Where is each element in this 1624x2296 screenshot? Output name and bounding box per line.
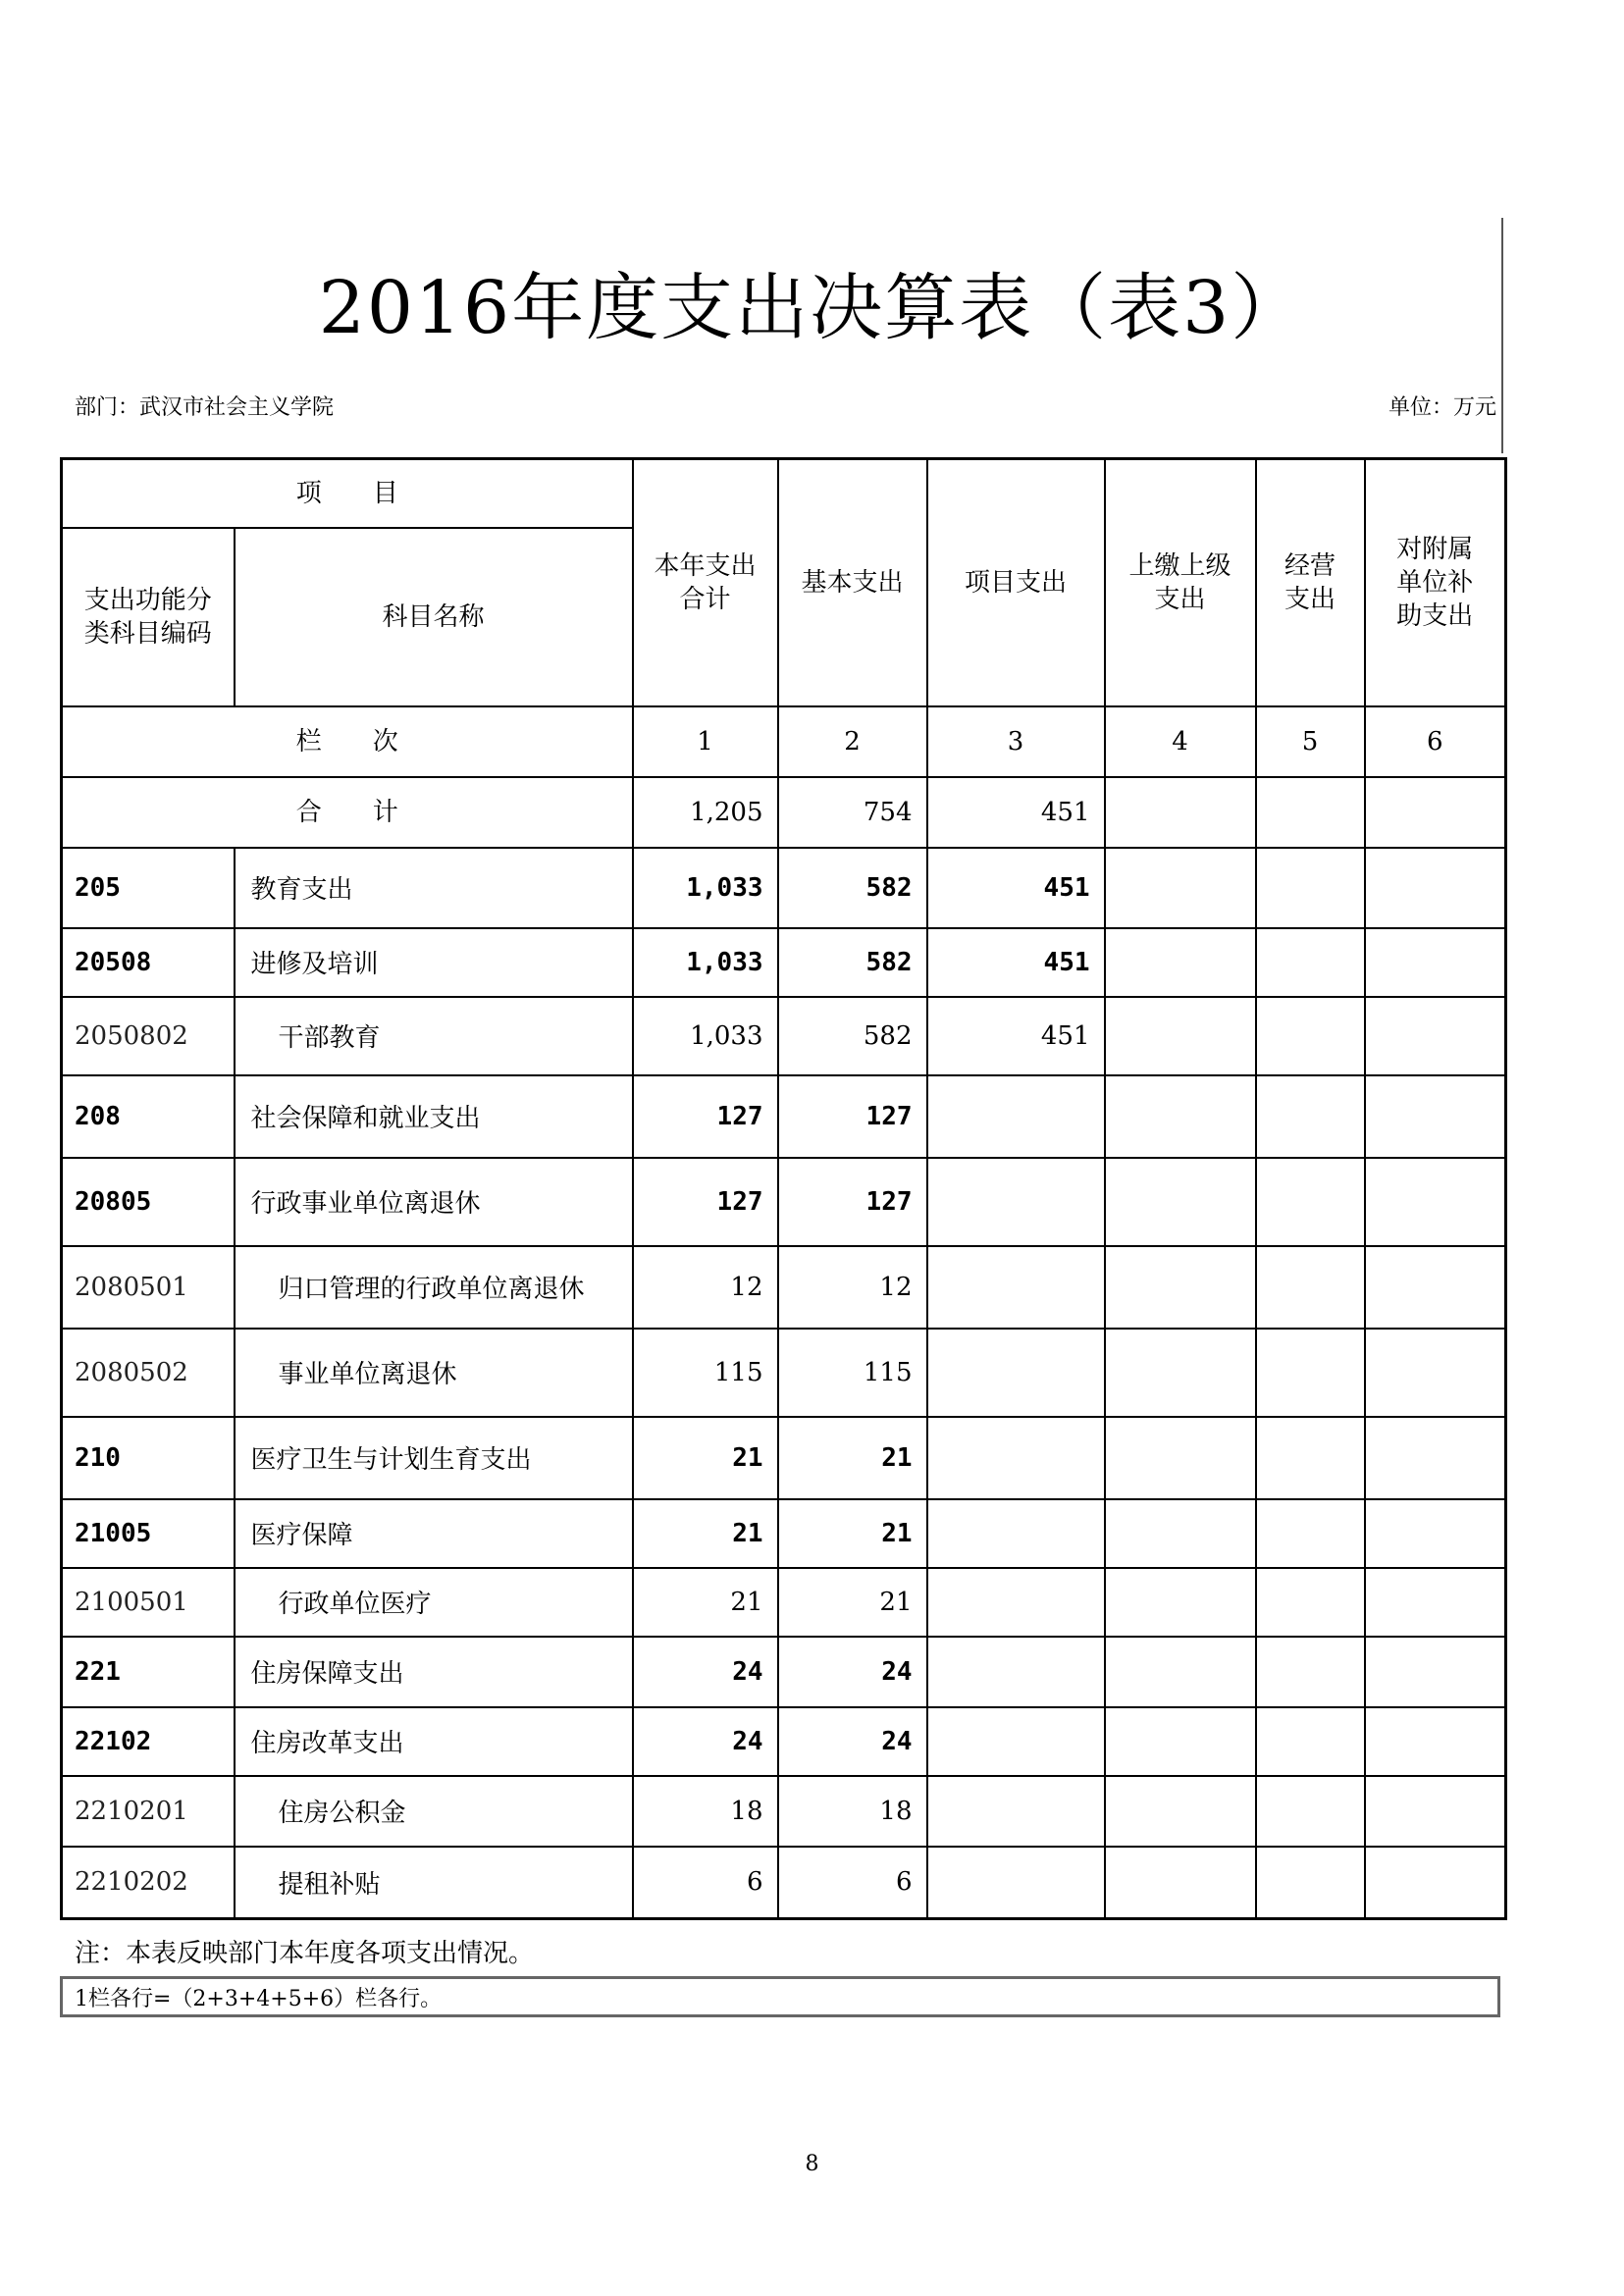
row-remit: [1105, 1075, 1256, 1158]
row-operating: [1256, 1637, 1365, 1707]
row-code: 221: [62, 1637, 235, 1707]
column-number-6: 6: [1365, 706, 1506, 777]
row-name: 行政单位医疗: [235, 1568, 633, 1637]
row-basic: 24: [778, 1707, 927, 1776]
row-remit: [1105, 1568, 1256, 1637]
row-operating: [1256, 1075, 1365, 1158]
table-row: [62, 997, 1506, 1075]
row-name: 住房改革支出: [235, 1707, 633, 1776]
page-number: 8: [805, 2152, 819, 2176]
row-name: 医疗卫生与计划生育支出: [235, 1417, 633, 1499]
column-number-1: 1: [633, 706, 778, 777]
row-remit: [1105, 997, 1256, 1075]
row-name: 归口管理的行政单位离退休: [235, 1246, 633, 1329]
row-operating: [1256, 928, 1365, 997]
column-number-4: 4: [1105, 706, 1256, 777]
header-remit: [1105, 459, 1256, 706]
row-operating: [1256, 1776, 1365, 1847]
row-project: [927, 1776, 1105, 1847]
table-row: [62, 1417, 1506, 1499]
header-name: 科目名称: [235, 528, 633, 706]
row-subsidy: [1365, 1329, 1506, 1417]
row-basic: 6: [778, 1847, 927, 1919]
header-code: [62, 528, 235, 706]
row-name: 住房保障支出: [235, 1637, 633, 1707]
row-name: 干部教育: [235, 997, 633, 1075]
header-operating: [1256, 459, 1365, 706]
row-remit: [1105, 1158, 1256, 1246]
row-code: 210: [62, 1417, 235, 1499]
row-project: [927, 1329, 1105, 1417]
row-basic: 21: [778, 1417, 927, 1499]
row-total: 1,033: [633, 928, 778, 997]
table-row: [62, 1707, 1506, 1776]
row-name: 社会保障和就业支出: [235, 1075, 633, 1158]
row-name: 住房公积金: [235, 1776, 633, 1847]
row-code: 2080501: [62, 1246, 235, 1329]
row-remit: [1105, 928, 1256, 997]
row-code: 20508: [62, 928, 235, 997]
row-total: 24: [633, 1707, 778, 1776]
row-code: 21005: [62, 1499, 235, 1568]
row-operating: [1256, 848, 1365, 928]
column-number-5: 5: [1256, 706, 1365, 777]
row-remit: [1105, 1637, 1256, 1707]
row-total: 1,033: [633, 848, 778, 928]
row-project: 451: [927, 997, 1105, 1075]
row-code: 20805: [62, 1158, 235, 1246]
header-total-text: 本年支出合计: [654, 550, 757, 614]
row-basic: 127: [778, 1075, 927, 1158]
row-basic: 21: [778, 1499, 927, 1568]
row-project: 451: [927, 928, 1105, 997]
header-project: 项目支出: [927, 459, 1105, 706]
table-row: [62, 848, 1506, 928]
row-project: [927, 1075, 1105, 1158]
table-row: [62, 1847, 1506, 1919]
table-row: [62, 1568, 1506, 1637]
row-subsidy: [1365, 1246, 1506, 1329]
header-basic: 基本支出: [778, 459, 927, 706]
row-subsidy: [1365, 1776, 1506, 1847]
header-item: 项 目: [62, 459, 633, 528]
row-basic: 582: [778, 848, 927, 928]
row-total: 1,033: [633, 997, 778, 1075]
total-c2: 754: [778, 777, 927, 848]
row-subsidy: [1365, 848, 1506, 928]
row-total: 6: [633, 1847, 778, 1919]
row-subsidy: [1365, 1499, 1506, 1568]
row-name: 行政事业单位离退休: [235, 1158, 633, 1246]
row-project: [927, 1568, 1105, 1637]
row-project: [927, 1246, 1105, 1329]
row-project: [927, 1417, 1105, 1499]
row-project: [927, 1707, 1105, 1776]
row-subsidy: [1365, 1417, 1506, 1499]
row-code: 22102: [62, 1707, 235, 1776]
page-title: 2016年度支出决算表（表3）: [318, 266, 1306, 350]
row-subsidy: [1365, 1158, 1506, 1246]
total-row: [62, 777, 1506, 848]
row-code: 2080502: [62, 1329, 235, 1417]
row-operating: [1256, 997, 1365, 1075]
table-row: [62, 928, 1506, 997]
row-name: 提租补贴: [235, 1847, 633, 1919]
total-c3: 451: [927, 777, 1105, 848]
row-code: 2050802: [62, 997, 235, 1075]
row-remit: [1105, 1246, 1256, 1329]
department-label: 部门：武汉市社会主义学院: [75, 395, 335, 420]
row-project: [927, 1847, 1105, 1919]
row-project: [927, 1158, 1105, 1246]
unit-label: 单位：万元: [1388, 395, 1496, 420]
header-remit-text: 上缴上级支出: [1128, 550, 1231, 614]
header-subsidy: [1365, 459, 1506, 706]
row-remit: [1105, 1776, 1256, 1847]
total-c1: 1,205: [633, 777, 778, 848]
row-basic: 18: [778, 1776, 927, 1847]
row-name: 事业单位离退休: [235, 1329, 633, 1417]
table-row: [62, 1158, 1506, 1246]
header-operating-text: 经营支出: [1284, 550, 1336, 614]
row-name: 进修及培训: [235, 928, 633, 997]
row-basic: 21: [778, 1568, 927, 1637]
row-operating: [1256, 1568, 1365, 1637]
header-code-text: 支出功能分类科目编码: [83, 585, 212, 649]
row-remit: [1105, 848, 1256, 928]
row-subsidy: [1365, 1075, 1506, 1158]
row-basic: 127: [778, 1158, 927, 1246]
row-project: 451: [927, 848, 1105, 928]
row-code: 2100501: [62, 1568, 235, 1637]
row-total: 127: [633, 1158, 778, 1246]
row-code: 205: [62, 848, 235, 928]
row-subsidy: [1365, 928, 1506, 997]
row-code: 208: [62, 1075, 235, 1158]
total-label: 合 计: [62, 777, 633, 848]
row-operating: [1256, 1329, 1365, 1417]
row-operating: [1256, 1417, 1365, 1499]
row-operating: [1256, 1499, 1365, 1568]
row-basic: 582: [778, 997, 927, 1075]
row-name: 医疗保障: [235, 1499, 633, 1568]
row-total: 21: [633, 1499, 778, 1568]
row-remit: [1105, 1499, 1256, 1568]
column-number-2: 2: [778, 706, 927, 777]
row-project: [927, 1499, 1105, 1568]
note-formula: 1栏各行=（2+3+4+5+6）栏各行。: [60, 1976, 1500, 2017]
table-row: [62, 1075, 1506, 1158]
row-basic: 582: [778, 928, 927, 997]
row-basic: 115: [778, 1329, 927, 1417]
header-total: [633, 459, 778, 706]
total-c5: [1256, 777, 1365, 848]
row-total: 12: [633, 1246, 778, 1329]
total-c4: [1105, 777, 1256, 848]
row-total: 21: [633, 1417, 778, 1499]
row-operating: [1256, 1707, 1365, 1776]
row-remit: [1105, 1847, 1256, 1919]
row-subsidy: [1365, 1847, 1506, 1919]
row-total: 127: [633, 1075, 778, 1158]
row-subsidy: [1365, 1707, 1506, 1776]
row-subsidy: [1365, 997, 1506, 1075]
row-total: 21: [633, 1568, 778, 1637]
row-operating: [1256, 1847, 1365, 1919]
table-row: [62, 1329, 1506, 1417]
row-subsidy: [1365, 1637, 1506, 1707]
table-row: [62, 1637, 1506, 1707]
note-description: 注：本表反映部门本年度各项支出情况。: [75, 1939, 535, 1968]
header-subsidy-text: 对附属单位补助支出: [1396, 534, 1474, 631]
row-name: 教育支出: [235, 848, 633, 928]
row-total: 115: [633, 1329, 778, 1417]
total-c6: [1365, 777, 1506, 848]
row-code: 2210202: [62, 1847, 235, 1919]
table-row: [62, 1246, 1506, 1329]
row-basic: 24: [778, 1637, 927, 1707]
row-total: 18: [633, 1776, 778, 1847]
row-operating: [1256, 1158, 1365, 1246]
table-row: [62, 1776, 1506, 1847]
expenditure-table: [60, 457, 1507, 1920]
row-basic: 12: [778, 1246, 927, 1329]
row-remit: [1105, 1707, 1256, 1776]
row-total: 24: [633, 1637, 778, 1707]
column-number-3: 3: [927, 706, 1105, 777]
table-row: [62, 1499, 1506, 1568]
row-remit: [1105, 1417, 1256, 1499]
row-remit: [1105, 1329, 1256, 1417]
row-operating: [1256, 1246, 1365, 1329]
row-code: 2210201: [62, 1776, 235, 1847]
row-project: [927, 1637, 1105, 1707]
column-row-label: 栏 次: [62, 706, 633, 777]
row-subsidy: [1365, 1568, 1506, 1637]
